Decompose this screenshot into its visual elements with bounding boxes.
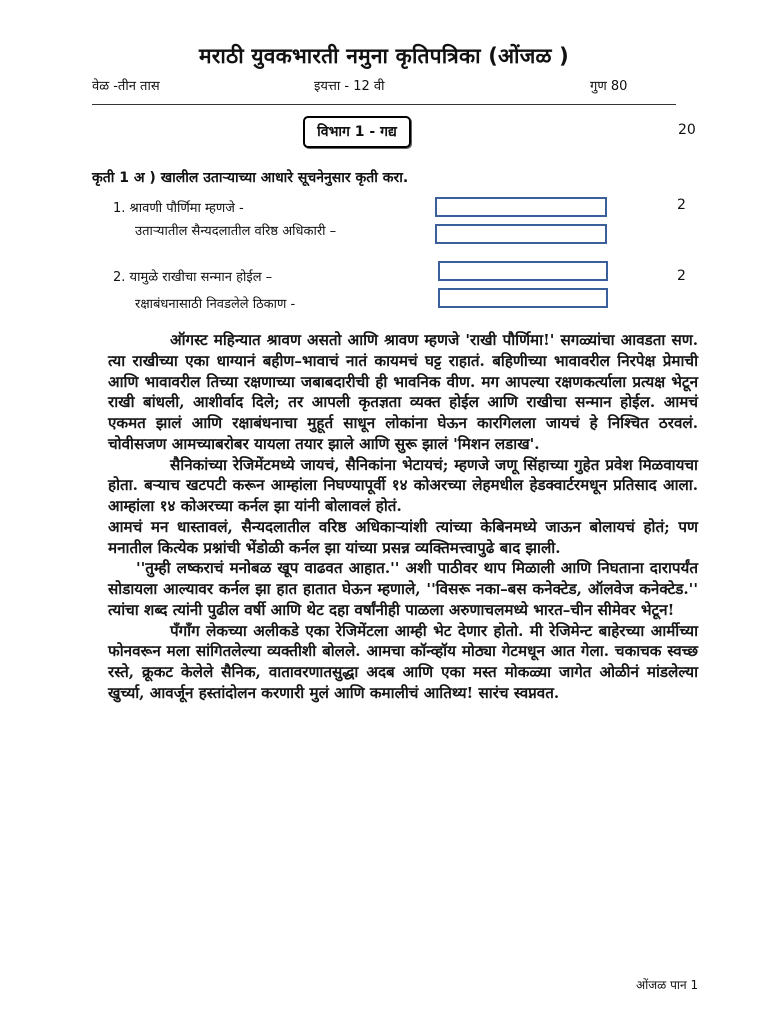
passage-paragraph: पँगाँग लेकच्या अलीकडे एका रेजिमेंटला आम्ही भेट देणार होतो. मी रेजिमेन्ट बाहेरच्या आर्मीच्या फोनवरून मला सांगितलेल्या व्यक्तीशी बोलले. आमचा कॉन्व्हॉय मोठ्या गेटमधून आत गेला. चकाचक स्वच्छ रस्ते, क्रूकट केलेले सैनिक, वातावरणातसुद्धा अदब आणि एका मस्त मोकळ्या जागेत ओळीनं मांडलेल्या खुर्च्या, आवर्जून हस्तांदोलन करणारी मुलं आणि कमालीचं आतिथ्य! सारंच स्वप्नवत. <box>108 621 698 702</box>
exam-grade: इयत्ता - 12 वी <box>314 79 385 94</box>
question-1-line-2: उताऱ्यातील सैन्यदलातील वरिष्ठ अधिकारी – <box>135 224 337 239</box>
header-divider <box>92 104 676 105</box>
reading-passage <box>108 330 698 704</box>
passage-paragraph: ऑगस्ट महिन्यात श्रावण असतो आणि श्रावण म्हणजे 'राखी पौर्णिमा!' सगळ्यांचा आवडता सण. त्या राखीच्या एका धाग्यानं बहीण–भावाचं नातं कायमचं घट्ट राहातं. बहिणीच्या भावावरील निरपेक्ष प्रेमाची आणि भावावरील तिच्या रक्षणाच्या जबाबदारीची ही भावनिक वीण. मग आपल्या रक्षणकर्त्याला प्रत्यक्ष भेटून राखी बांधली, आशीर्वाद दिले; तर आपली कृतज्ञता व्यक्त होईल आणि राखीचा सन्मान होईल. आमचं एकमत झालं आणि रक्षाबंधनाचा मुहूर्त साधून लोकांना घेऊन कारगिलला जायचं हे निश्चित ठरवलं. चोवीसजण आमच्याबरोबर यायला तयार झाले आणि सुरू झालं 'मिशन लडाख'. <box>108 331 698 453</box>
question-2-marks: 2 <box>677 268 686 284</box>
activity-instruction: कृती 1 अ ) खालील उताऱ्याच्या आधारे सूचनेनुसार कृती करा. <box>92 170 409 186</box>
page-title: मराठी युवकभारती नमुना कृतिपत्रिका (ओंजळ ) <box>199 44 569 68</box>
section-marks: 20 <box>678 122 696 138</box>
answer-box-1b[interactable] <box>435 224 607 244</box>
exam-duration: वेळ -तीन तास <box>92 79 160 94</box>
section-heading: विभाग 1 - गद्य <box>303 116 411 148</box>
passage-paragraph: ''तुम्ही लष्कराचं मनोबळ खूप वाढवत आहात.'' अशी पाठीवर थाप मिळाली आणि निघताना दारापर्यंत सोडायला आल्यावर कर्नल झा हात हातात घेऊन म्हणाले, ''विसरू नका–बस कनेक्टेड, ऑलवेज कनेक्टेड.'' त्यांचा शब्द त्यांनी पुढील वर्षी आणि थेट दहा वर्षांनीही पाळला अरुणाचलमध्ये भारत–चीन सीमेवर भेटून! <box>108 559 698 619</box>
question-1-marks: 2 <box>677 197 686 213</box>
answer-box-2b[interactable] <box>438 288 608 308</box>
question-2-line-1: 2. यामुळे राखीचा सन्मान होईल – <box>113 270 273 285</box>
answer-box-2a[interactable] <box>438 261 608 281</box>
answer-box-1a[interactable] <box>435 197 607 217</box>
question-1-line-1: 1. श्रावणी पौर्णिमा म्हणजे - <box>113 201 244 216</box>
passage-paragraph: सैनिकांच्या रेजिमेंटमध्ये जायचं, सैनिकांना भेटायचं; म्हणजे जणू सिंहाच्या गुहेत प्रवेश मिळवायचा होता. बऱ्याच खटपटी करून आम्हांला निघण्यापूर्वी १४ कोअरच्या लेहमधील हेडक्वार्टरमधून प्रतिसाद आला. आम्हांला १४ कोअरच्या कर्नल झा यांनी बोलावलं होतं. <box>108 455 698 515</box>
total-marks: गुण 80 <box>590 79 628 94</box>
page-footer: ओंजळ पान 1 <box>636 978 699 992</box>
passage-paragraph: आमचं मन धास्तावलं, सैन्यदलातील वरिष्ठ अधिकाऱ्यांशी त्यांच्या केबिनमध्ये जाऊन बोलायचं होतं; पण मनातील कित्येक प्रश्नांची भेंडोळी कर्नल झा यांच्या प्रसन्न व्यक्तिमत्त्वापुढे बाद झाली. <box>108 517 698 557</box>
question-2-line-2: रक्षाबंधनासाठी निवडलेले ठिकाण - <box>135 297 296 312</box>
